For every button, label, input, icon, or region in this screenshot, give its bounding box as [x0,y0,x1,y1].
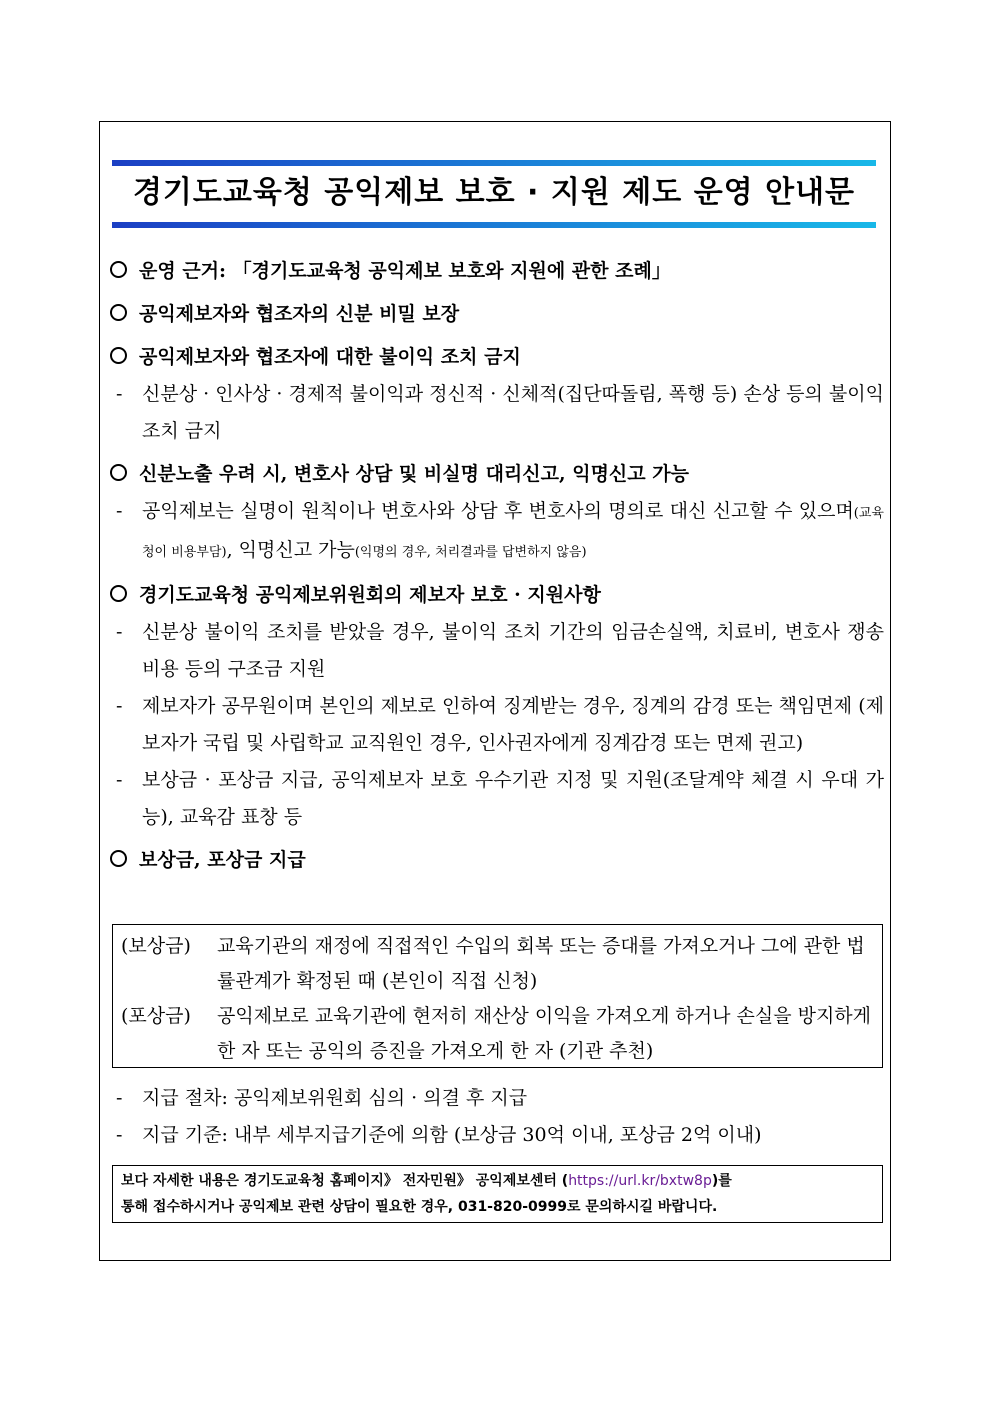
list-item: - 신분상 불이익 조치를 받았을 경우, 불이익 조치 기간의 임금손실액, 치료비, 변호사 쟁송비용 등의 구조금 지원 [116,621,884,680]
circle-bullet-icon [110,585,127,602]
list-item: - 공익제보는 실명이 원칙이나 변호사와 상담 후 변호사의 명의로 대신 신고할 수 있으며(교육청이 비용부담), 익명신고 가능(익명의 경우, 처리결과를 답변하지 않음) [116,500,884,561]
contact-line-2: 통해 접수하시거나 공익제보 관련 상담이 필요한 경우, 031-820-0999로 문의하시길 바랍니다. [121,1199,718,1215]
section-heading-basis: 운영 근거: 「경기도교육청 공익제보 보호와 지원에 관한 조례」 [106,253,884,290]
circle-bullet-icon [110,850,127,867]
payment-procedure: - 지급 절차: 공익제보위원회 심의 · 의결 후 지급 [116,1087,528,1109]
section-heading-anonymous-report: 신분노출 우려 시, 변호사 상담 및 비실명 대리신고, 익명신고 가능 [106,456,884,493]
reward-definition-box [112,924,883,1068]
circle-bullet-icon [110,304,127,321]
section-heading-confidentiality: 공익제보자와 협조자의 신분 비밀 보장 [106,296,884,333]
circle-bullet-icon [110,347,127,364]
main-content [106,253,884,879]
circle-bullet-icon [110,464,127,481]
list-item: - 보상금 · 포상금 지급, 공익제보자 보호 우수기관 지정 및 지원(조달계약 체결 시 우대 가능), 교육감 표창 등 [116,769,884,828]
section-heading-reward: 보상금, 포상금 지급 [106,842,884,879]
reward-row-prize: (포상금) 공익제보로 교육기관에 현저히 재산상 이익을 가져오게 하거나 손실을 방지하게 한 자 또는 공익의 증진을 가져오게 한 자 (기관 추천) [121,1005,871,1062]
contact-notice-box [112,1165,883,1223]
report-center-link[interactable]: https://url.kr/bxtw8p [568,1173,712,1189]
contact-line-1: 보다 자세한 내용은 경기도교육청 홈페이지》 전자민원》 공익제보센터 (https://url.kr/bxtw8p)를 [121,1173,732,1189]
title-bar-bottom [112,222,876,228]
reward-row-compensation: (보상금) 교육기관의 재정에 직접적인 수입의 회복 또는 증대를 가져오거나 그에 관한 법률관계가 확정된 때 (본인이 직접 신청) [121,935,865,992]
title-banner [112,160,876,228]
payment-criteria: - 지급 기준: 내부 세부지급기준에 의함 (보상금 30억 이내, 포상금 2억 이내) [116,1124,762,1146]
page-title: 경기도교육청 공익제보 보호 · 지원 제도 운영 안내문 [132,175,856,210]
section-heading-prohibition: 공익제보자와 협조자에 대한 불이익 조치 금지 [106,339,884,376]
section-heading-committee-support: 경기도교육청 공익제보위원회의 제보자 보호 · 지원사항 [106,577,884,614]
title-bar-top [112,160,876,166]
circle-bullet-icon [110,261,127,278]
payment-info [106,1080,884,1154]
list-item: - 제보자가 공무원이며 본인의 제보로 인하여 징계받는 경우, 징계의 감경 또는 책임면제 (제보자가 국립 및 사립학교 교직원인 경우, 인사권자에게 징계감경 또는 면제 권고) [116,695,884,754]
list-item: - 신분상 · 인사상 · 경제적 불이익과 정신적 · 신체적(집단따돌림, 폭행 등) 손상 등의 불이익 조치 금지 [116,383,884,442]
